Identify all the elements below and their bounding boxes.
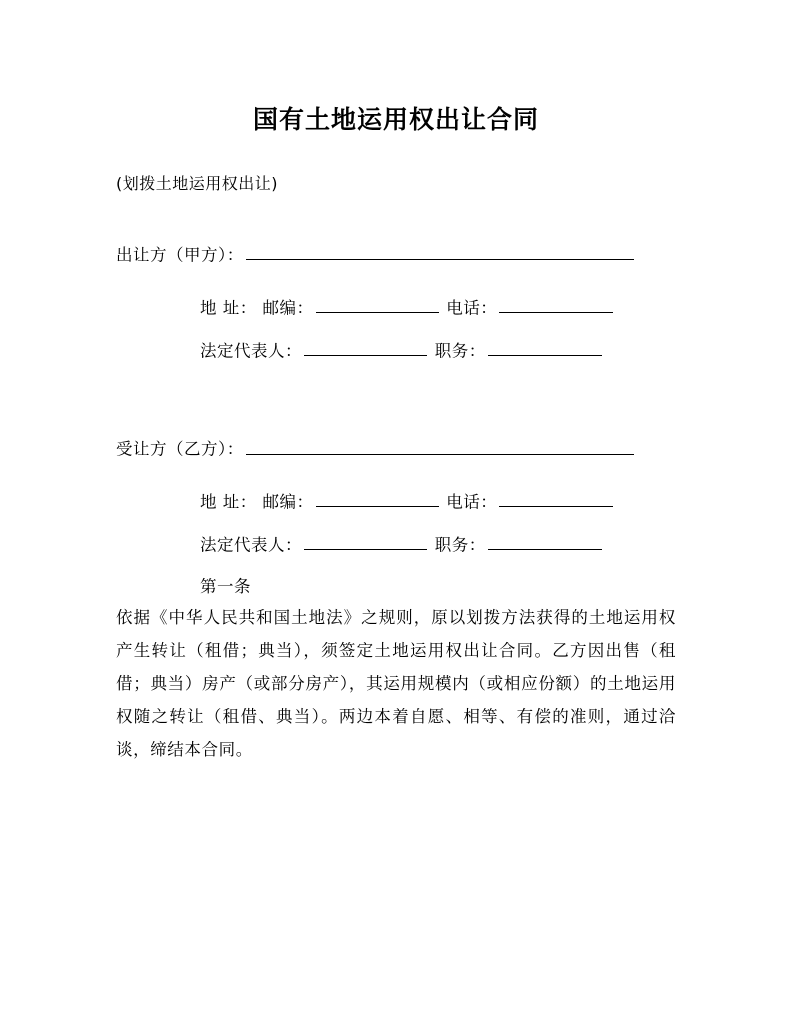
- transferee-postcode-blank[interactable]: [316, 489, 439, 507]
- transferee-name-line: [116, 436, 676, 463]
- transferor-name-blank[interactable]: [246, 242, 634, 260]
- transferor-legal-rep-line: [116, 338, 676, 365]
- spacer: [116, 410, 676, 436]
- transferee-phone-blank[interactable]: [499, 489, 613, 507]
- transferor-name-line: [116, 242, 676, 269]
- page-title: 国有土地运用权出让合同: [252, 105, 539, 134]
- transferee-phone-label: 电话：: [446, 492, 498, 512]
- transferee-legal-rep-line: [116, 532, 676, 559]
- transferee-legal-rep-blank[interactable]: [304, 532, 427, 550]
- transferee-position-blank[interactable]: [488, 532, 602, 550]
- spacer: [116, 463, 676, 489]
- transferor-legal-rep-blank[interactable]: [304, 338, 427, 356]
- transferor-label: 出让方（甲方）：: [116, 245, 244, 265]
- spacer: [116, 269, 676, 295]
- transferor-phone-blank[interactable]: [499, 295, 613, 313]
- transferor-position-label: 职务：: [434, 340, 486, 360]
- spacer: [116, 558, 676, 574]
- spacer: [116, 364, 676, 410]
- transferor-address-label: 地 址：: [200, 298, 257, 318]
- transferee-legal-rep-label: 法定代表人：: [200, 534, 302, 554]
- transferor-postcode-blank[interactable]: [316, 295, 439, 313]
- spacer: [116, 516, 676, 532]
- transferor-section: [116, 242, 676, 364]
- transferee-section: [116, 436, 676, 558]
- spacer: [116, 196, 676, 242]
- transferor-position-blank[interactable]: [488, 338, 602, 356]
- spacer: [116, 322, 676, 338]
- clause-one-title: 第一条: [200, 577, 251, 597]
- transferee-position-label: 职务：: [434, 534, 486, 554]
- transferee-name-blank[interactable]: [246, 436, 634, 454]
- transferee-postcode-label: 邮编：: [262, 492, 314, 512]
- transferor-legal-rep-label: 法定代表人：: [200, 340, 302, 360]
- transferor-address-line: [116, 295, 676, 322]
- document-subtitle: (划拨土地运用权出让): [116, 173, 278, 193]
- transferee-address-line: [116, 489, 676, 516]
- transferor-phone-label: 电话：: [446, 298, 498, 318]
- transferee-address-label: 地 址：: [200, 492, 257, 512]
- clause-one-text: 依据《中华人民共和国土地法》之规则，原以划拨方法获得的土地运用权产生转让（租借；典当），须签定土地运用权出让合同。乙方因出售（租借；典当）房产（或部分房产），其运用规模内（或相应份额）的土地运用权随之转让（租借、典当）。两边本着自愿、相等、有偿的准则，通过洽谈，缔结本合同。: [116, 607, 676, 759]
- transferee-label: 受让方（乙方）：: [116, 439, 244, 459]
- transferor-postcode-label: 邮编：: [262, 298, 314, 318]
